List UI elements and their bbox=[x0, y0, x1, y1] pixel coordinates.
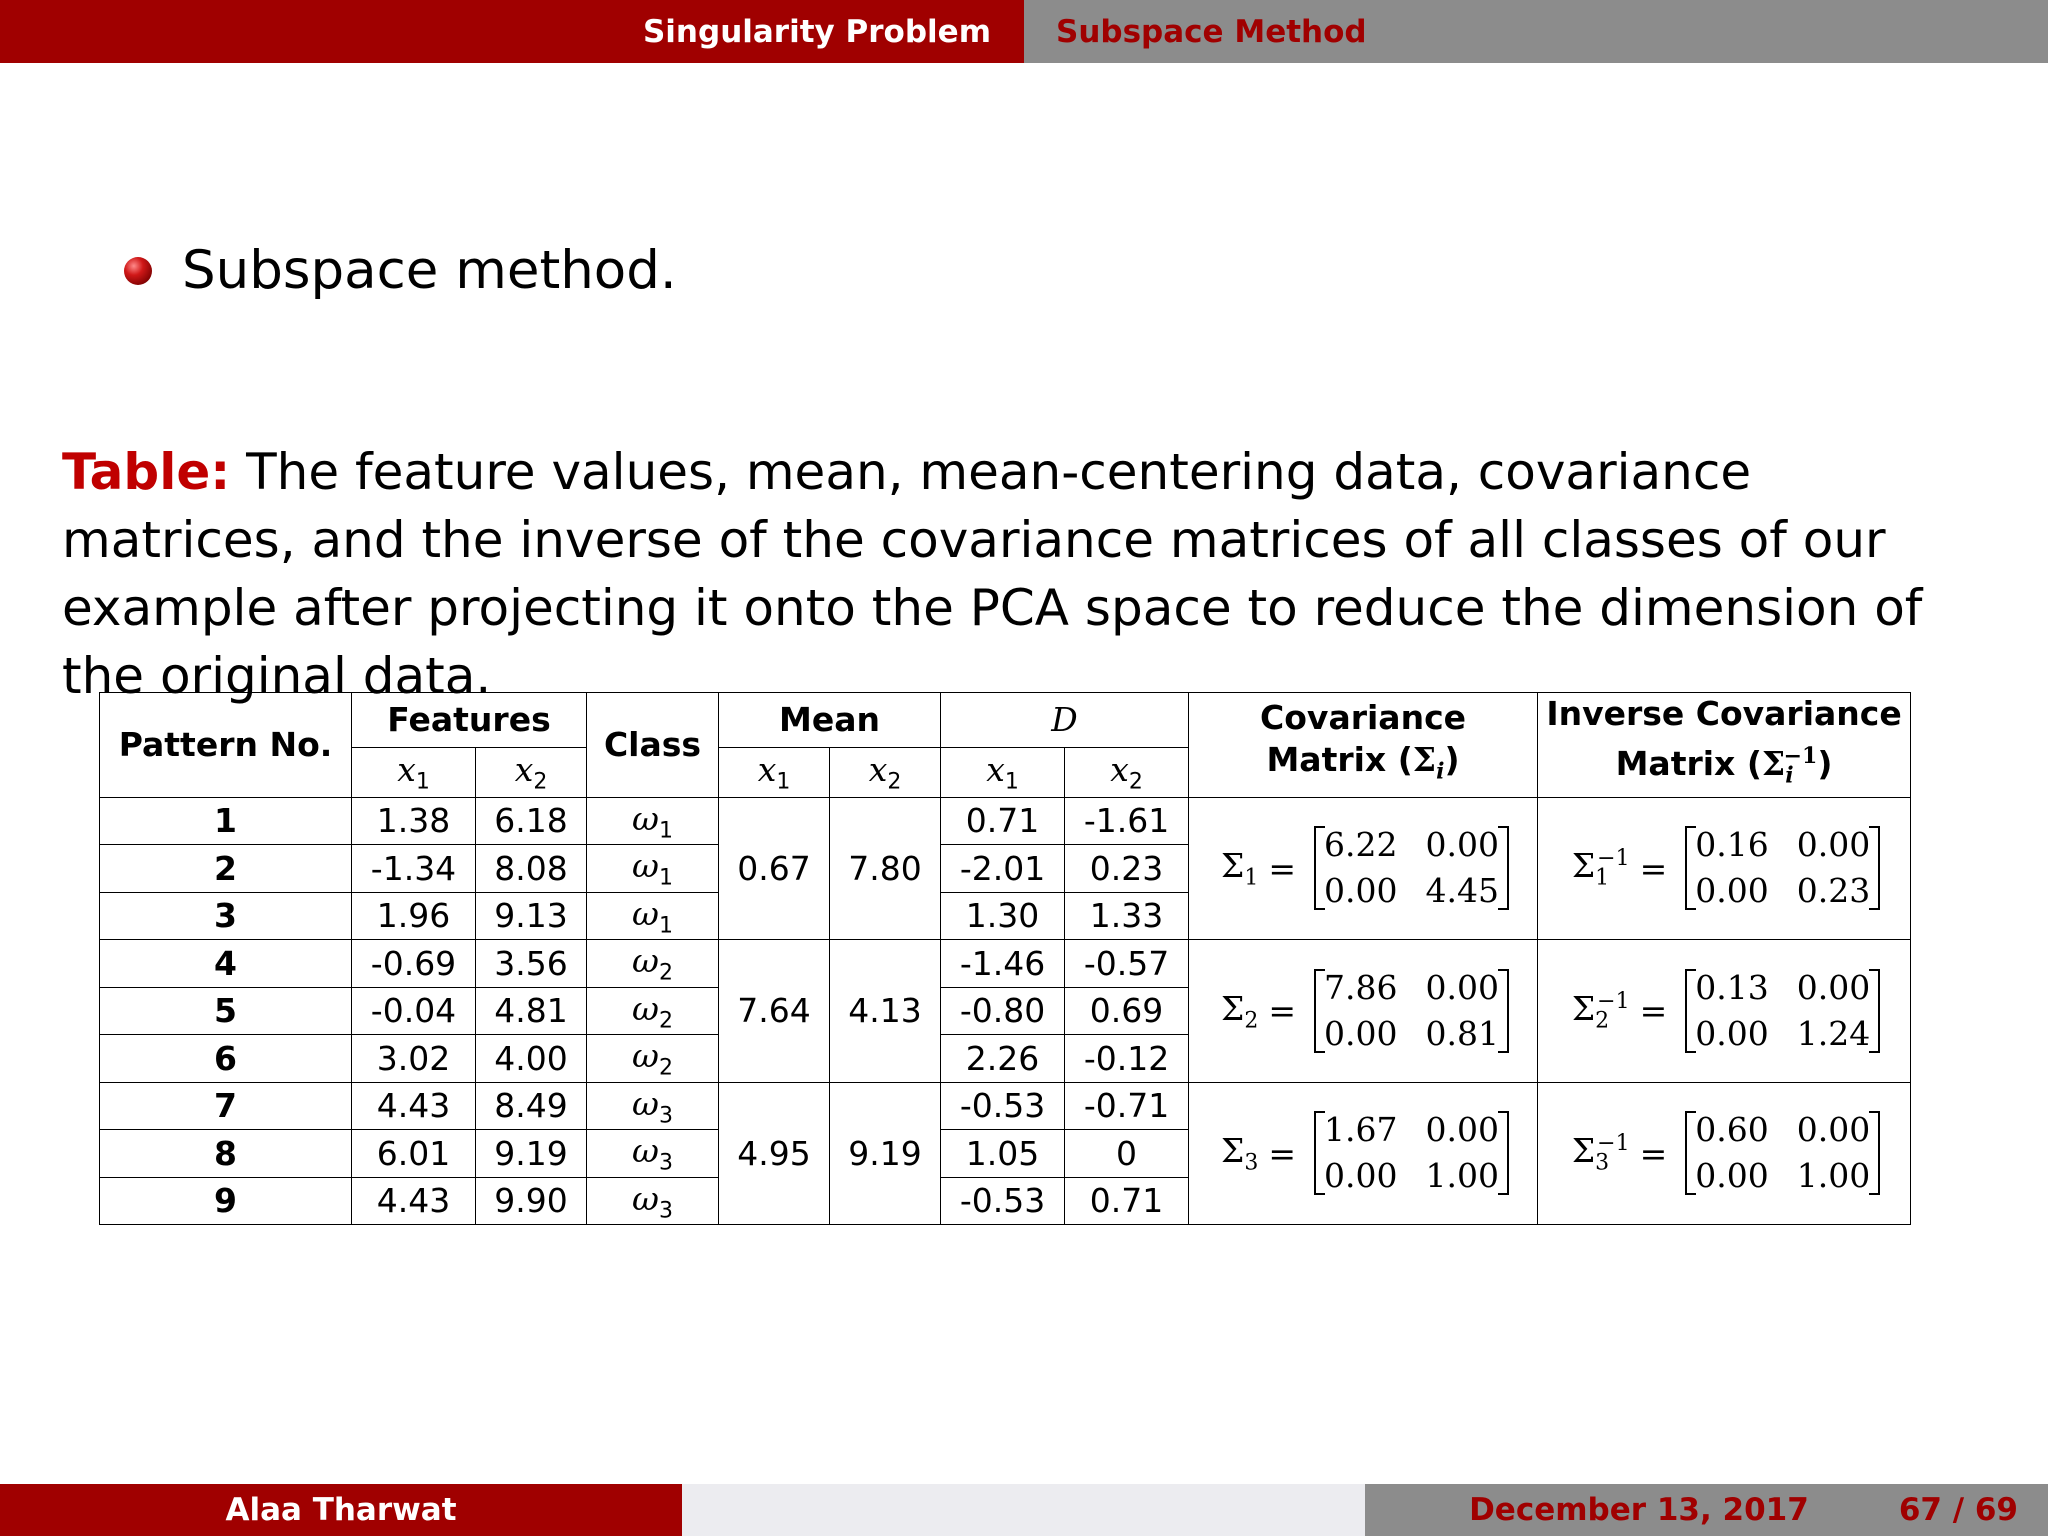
cell-covariance-matrix: $\Sigma_2$ = 7.86 0.00 0.00 0.81 bbox=[1189, 940, 1538, 1083]
footer-date: December 13, 2017 bbox=[1469, 1492, 1809, 1528]
cell-d-x1: -0.80 bbox=[941, 987, 1065, 1035]
inverse-covariance-matrix: 0.60 0.00 0.00 1.00 bbox=[1689, 1107, 1876, 1199]
cell-feature-x1: 6.01 bbox=[352, 1130, 476, 1178]
cell-d-x1: 1.05 bbox=[941, 1130, 1065, 1178]
cell-pattern-no: 4 bbox=[100, 940, 352, 988]
bullet-item bbox=[124, 240, 677, 301]
cell-class: $\omega_2$ bbox=[587, 940, 719, 988]
cell-feature-x1: 1.96 bbox=[352, 892, 476, 940]
cell-d-x2: -1.61 bbox=[1065, 797, 1189, 845]
covariance-matrix: 1.67 0.00 0.00 1.00 bbox=[1318, 1107, 1505, 1199]
cell-d-x1: -1.46 bbox=[941, 940, 1065, 988]
footer-author-box bbox=[0, 1484, 682, 1536]
footer-bar bbox=[0, 1484, 2048, 1536]
cell-feature-x1: -0.69 bbox=[352, 940, 476, 988]
cell-pattern-no: 9 bbox=[100, 1177, 352, 1225]
cell-feature-x2: 8.49 bbox=[476, 1082, 587, 1130]
cell-class: $\omega_1$ bbox=[587, 845, 719, 893]
cell-feature-x2: 9.19 bbox=[476, 1130, 587, 1178]
cell-feature-x1: 1.38 bbox=[352, 797, 476, 845]
nav-section-subspace[interactable]: Subspace Method bbox=[1056, 13, 1367, 50]
cell-feature-x1: -0.04 bbox=[352, 987, 476, 1035]
cell-d-x2: 1.33 bbox=[1065, 892, 1189, 940]
cell-d-x1: -2.01 bbox=[941, 845, 1065, 893]
footer-page-number: 67 / 69 bbox=[1898, 1492, 2018, 1528]
cell-pattern-no: 3 bbox=[100, 892, 352, 940]
cell-class: $\omega_1$ bbox=[587, 797, 719, 845]
table-row bbox=[100, 940, 1911, 988]
nav-section-singularity[interactable]: Singularity Problem bbox=[642, 13, 991, 50]
table-header-row-1 bbox=[100, 693, 1911, 748]
cell-mean-x1: 7.64 bbox=[719, 940, 830, 1083]
bullet-ball-icon bbox=[124, 257, 152, 285]
cell-d-x2: 0 bbox=[1065, 1130, 1189, 1178]
header-mean-x1: $x_1$ bbox=[719, 747, 830, 797]
footer-author: Alaa Tharwat bbox=[225, 1492, 457, 1528]
cell-inverse-covariance-matrix: $\Sigma_1^{-1}$ = 0.16 0.00 0.00 0.23 bbox=[1538, 797, 1911, 940]
cell-mean-x2: 4.13 bbox=[830, 940, 941, 1083]
cell-pattern-no: 1 bbox=[100, 797, 352, 845]
cell-covariance-matrix: $\Sigma_3$ = 1.67 0.00 0.00 1.00 bbox=[1189, 1082, 1538, 1225]
footer-middle bbox=[682, 1484, 1365, 1536]
cell-feature-x1: 4.43 bbox=[352, 1082, 476, 1130]
bullet-text: Subspace method. bbox=[182, 240, 677, 301]
header-feat-x1: $x_1$ bbox=[352, 747, 476, 797]
cell-pattern-no: 8 bbox=[100, 1130, 352, 1178]
cell-class: $\omega_3$ bbox=[587, 1130, 719, 1178]
header-covariance: Covariance Matrix $(\Sigma_i)$ bbox=[1189, 693, 1538, 798]
table-row bbox=[100, 797, 1911, 845]
cell-d-x1: -0.53 bbox=[941, 1082, 1065, 1130]
cell-d-x2: 0.23 bbox=[1065, 845, 1189, 893]
cell-feature-x1: 4.43 bbox=[352, 1177, 476, 1225]
covariance-matrix: 7.86 0.00 0.00 0.81 bbox=[1318, 965, 1505, 1057]
cell-feature-x2: 3.56 bbox=[476, 940, 587, 988]
cell-inverse-covariance-matrix: $\Sigma_2^{-1}$ = 0.13 0.00 0.00 1.24 bbox=[1538, 940, 1911, 1083]
cell-feature-x2: 9.90 bbox=[476, 1177, 587, 1225]
caption-text: The feature values, mean, mean-centering data, covariance matrices, and the inverse of the covariance matrices of all classes of our example after projecting it onto the PCA space to reduce the dimension of the original data. bbox=[62, 443, 1923, 705]
cell-feature-x1: -1.34 bbox=[352, 845, 476, 893]
cell-class: $\omega_3$ bbox=[587, 1082, 719, 1130]
cell-mean-x2: 7.80 bbox=[830, 797, 941, 940]
cell-inverse-covariance-matrix: $\Sigma_3^{-1}$ = 0.60 0.00 0.00 1.00 bbox=[1538, 1082, 1911, 1225]
header-bar bbox=[0, 0, 2048, 63]
cell-feature-x2: 4.81 bbox=[476, 987, 587, 1035]
cell-class: $\omega_2$ bbox=[587, 1035, 719, 1083]
header-features: Features bbox=[352, 693, 587, 748]
covariance-matrix: 6.22 0.00 0.00 4.45 bbox=[1318, 822, 1505, 914]
cell-class: $\omega_1$ bbox=[587, 892, 719, 940]
header-mean: Mean bbox=[719, 693, 941, 748]
inverse-covariance-matrix: 0.13 0.00 0.00 1.24 bbox=[1689, 965, 1876, 1057]
cell-class: $\omega_3$ bbox=[587, 1177, 719, 1225]
cell-d-x2: -0.12 bbox=[1065, 1035, 1189, 1083]
table-body bbox=[100, 797, 1911, 1225]
cell-feature-x2: 6.18 bbox=[476, 797, 587, 845]
header-mean-x2: $x_2$ bbox=[830, 747, 941, 797]
header-feat-x2: $x_2$ bbox=[476, 747, 587, 797]
caption-label: Table: bbox=[62, 443, 231, 501]
cell-mean-x2: 9.19 bbox=[830, 1082, 941, 1225]
header-section-left[interactable] bbox=[0, 0, 1024, 63]
cell-class: $\omega_2$ bbox=[587, 987, 719, 1035]
data-table bbox=[99, 692, 1911, 1225]
cell-feature-x2: 9.13 bbox=[476, 892, 587, 940]
header-class: Class bbox=[587, 693, 719, 798]
cell-d-x1: 1.30 bbox=[941, 892, 1065, 940]
table-row bbox=[100, 1082, 1911, 1130]
cell-pattern-no: 6 bbox=[100, 1035, 352, 1083]
header-d: D bbox=[941, 693, 1189, 748]
cell-mean-x1: 0.67 bbox=[719, 797, 830, 940]
cell-d-x2: 0.69 bbox=[1065, 987, 1189, 1035]
cell-d-x1: -0.53 bbox=[941, 1177, 1065, 1225]
header-d-x2: $x_2$ bbox=[1065, 747, 1189, 797]
header-section-right[interactable] bbox=[1024, 0, 2048, 63]
cell-d-x1: 2.26 bbox=[941, 1035, 1065, 1083]
table-caption bbox=[62, 438, 1992, 710]
cell-d-x2: -0.71 bbox=[1065, 1082, 1189, 1130]
cell-feature-x2: 8.08 bbox=[476, 845, 587, 893]
cell-mean-x1: 4.95 bbox=[719, 1082, 830, 1225]
inverse-covariance-matrix: 0.16 0.00 0.00 0.23 bbox=[1689, 822, 1876, 914]
cell-feature-x2: 4.00 bbox=[476, 1035, 587, 1083]
cell-feature-x1: 3.02 bbox=[352, 1035, 476, 1083]
header-d-x1: $x_1$ bbox=[941, 747, 1065, 797]
cell-covariance-matrix: $\Sigma_1$ = 6.22 0.00 0.00 4.45 bbox=[1189, 797, 1538, 940]
cell-pattern-no: 5 bbox=[100, 987, 352, 1035]
cell-pattern-no: 2 bbox=[100, 845, 352, 893]
cell-d-x2: 0.71 bbox=[1065, 1177, 1189, 1225]
cell-pattern-no: 7 bbox=[100, 1082, 352, 1130]
cell-d-x1: 0.71 bbox=[941, 797, 1065, 845]
header-pattern-no: Pattern No. bbox=[100, 693, 352, 798]
footer-right-box bbox=[1365, 1484, 2048, 1536]
header-inverse-covariance: Inverse Covariance Matrix $(\Sigma_i^{-1})$ bbox=[1538, 693, 1911, 798]
cell-d-x2: -0.57 bbox=[1065, 940, 1189, 988]
